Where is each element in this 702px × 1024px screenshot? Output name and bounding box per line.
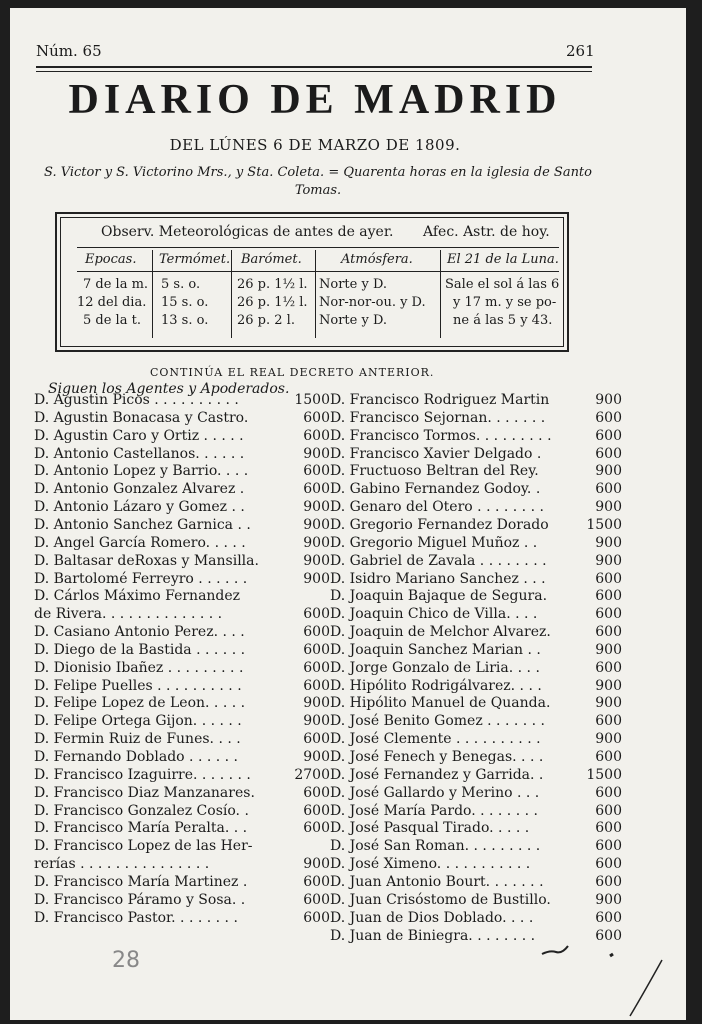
person-name: D. Francisco María Peralta. . . [34, 820, 248, 837]
amount: 600 [595, 838, 622, 855]
amount: 900 [595, 392, 622, 408]
amount: 600 [303, 427, 330, 444]
person-name: D. Juan Crisóstomo de Bustillo. [330, 891, 551, 908]
person-name: D. Felipe Lopez de Leon. . . . . [34, 695, 246, 712]
amount: 900 [303, 570, 330, 587]
amount: 600 [303, 606, 330, 623]
amount: 900 [303, 499, 330, 516]
person-name: D. Angel García Romero. . . . . [34, 534, 246, 551]
col-barometro: Barómet. [241, 252, 302, 267]
continued-heading: CONTINÚA EL REAL DECRETO ANTERIOR. [150, 366, 435, 379]
person-name: D. Jorge Gonzalo de Liria. . . . [330, 659, 540, 676]
person-name: D. José Gallardo y Merino . . . [330, 784, 540, 801]
person-name: D. Diego de la Bastida . . . . . . [34, 641, 246, 658]
term-2: 15 s. o. [161, 295, 209, 310]
person-name: D. Francisco Páramo y Sosa. . [34, 891, 246, 908]
atmos-3: Norte y D. [319, 313, 388, 328]
amount: 900 [595, 534, 622, 551]
amount: 600 [303, 659, 330, 676]
weather-left-title: Observ. Meteorológicas de antes de ayer. [101, 224, 394, 240]
issue-number: Núm. 65 [36, 42, 102, 60]
person-name: D. Fermin Ruiz de Funes. . . . [34, 731, 241, 748]
amount: 900 [595, 499, 622, 516]
person-name: D. Hipólito Manuel de Quanda. [330, 695, 551, 712]
person-name: D. Cárlos Máximo Fernandez [34, 588, 241, 605]
amount: 1500 [586, 516, 622, 533]
person-name: D. Hipólito Rodrigálvarez. . . . [330, 677, 542, 694]
agents-heading: Siguen los Agentes y Apoderados. [48, 381, 290, 397]
weather-col-sep-3 [315, 250, 316, 338]
saints-of-day: S. Victor y S. Victorino Mrs., y Sta. Coleta. = Quarenta horas en la iglesia de Santo Tomas. [44, 165, 592, 198]
person-name: D. Agustin Bonacasa y Castro. [34, 409, 249, 426]
amount: 600 [595, 802, 622, 819]
person-name: D. Antonio Sanchez Garnica . . [34, 516, 251, 533]
person-name: D. Francisco Pastor. . . . . . . . [34, 909, 238, 926]
term-1: 5 s. o. [161, 277, 201, 292]
person-name: D. Francisco Xavier Delgado . [330, 445, 542, 462]
col-termometro: Termómet. [159, 252, 231, 267]
amount: 600 [595, 588, 622, 605]
amount: 600 [303, 909, 330, 926]
astro-line-1: Sale el sol á las 6 [445, 277, 560, 292]
amount: 600 [595, 427, 622, 444]
weather-table [55, 212, 569, 352]
person-name: D. Antonio Lázaro y Gomez . . [34, 499, 245, 516]
amount: 2700 [294, 766, 330, 783]
person-name: D. Felipe Ortega Gijon. . . . . . [34, 713, 242, 730]
person-name: D. Felipe Puelles . . . . . . . . . . [34, 677, 242, 694]
amount: 600 [595, 713, 622, 730]
person-name: D. Casiano Antonio Perez. . . . [34, 624, 245, 641]
barom-3: 26 p. 2 l. [237, 313, 295, 328]
amount: 600 [595, 820, 622, 837]
amount: 600 [595, 873, 622, 890]
person-name: D. Gabino Fernandez Godoy. . [330, 481, 541, 498]
amount: 900 [595, 695, 622, 712]
amount: 900 [595, 552, 622, 569]
person-name: D. Francisco Sejornan. . . . . . . [330, 409, 546, 426]
person-name: D. José San Roman. . . . . . . . . [330, 838, 541, 855]
person-name: D. José Clemente . . . . . . . . . . [330, 731, 541, 748]
astro-line-3: ne á las 5 y 43. [453, 313, 553, 328]
person-name: D. Francisco Gonzalez Cosío. . [34, 802, 249, 819]
person-name: D. Gabriel de Zavala . . . . . . . . [330, 552, 547, 569]
ink-marks [530, 940, 680, 1020]
person-name: D. Antonio Gonzalez Alvarez . [34, 481, 245, 498]
weather-divider-1 [77, 247, 559, 248]
amount: 900 [595, 731, 622, 748]
person-name: rerías . . . . . . . . . . . . . . . [34, 856, 210, 873]
person-name: D. Francisco Tormos. . . . . . . . . [330, 427, 552, 444]
person-name: D. Antonio Castellanos. . . . . . [34, 445, 245, 462]
epoca-2: 12 del dia. [77, 295, 147, 310]
amount: 900 [595, 641, 622, 658]
masthead-title: DIARIO DE MADRID [68, 77, 562, 123]
amount: 900 [303, 552, 330, 569]
amount: 600 [303, 481, 330, 498]
person-name: de Rivera. . . . . . . . . . . . . . [34, 606, 223, 623]
amount: 1500 [294, 392, 330, 408]
amount: 600 [595, 856, 622, 873]
person-name: D. Fructuoso Beltran del Rey. [330, 463, 539, 480]
atmos-1: Norte y D. [319, 277, 388, 292]
amount: 600 [595, 570, 622, 587]
person-name: D. Fernando Doblado . . . . . . [34, 749, 239, 765]
amount: 600 [595, 927, 622, 944]
weather-right-title: Afec. Astr. de hoy. [423, 224, 550, 240]
person-name: D. José María Pardo. . . . . . . . [330, 802, 538, 819]
issue-date: DEL LÚNES 6 DE MARZO DE 1809. [169, 136, 461, 154]
person-name: D. Juan de Dios Doblado. . . . [330, 909, 534, 926]
page-number: 261 [566, 42, 595, 60]
amount: 600 [595, 481, 622, 498]
amount: 600 [595, 909, 622, 926]
person-name: D. Francisco Lopez de las Her- [34, 838, 253, 855]
amount: 600 [303, 731, 330, 748]
atmos-2: Nor-nor-ou. y D. [319, 295, 426, 310]
amount: 600 [303, 409, 330, 426]
amount: 600 [595, 409, 622, 426]
weather-col-sep-2 [231, 250, 232, 338]
col-epocas: Epocas. [85, 252, 137, 267]
person-name: D. Dionisio Ibañez . . . . . . . . . [34, 659, 244, 676]
person-name: D. Juan Antonio Bourt. . . . . . . [330, 873, 544, 890]
header-rule-bottom [36, 71, 592, 72]
amount: 900 [303, 856, 330, 873]
astro-line-2: y 17 m. y se po- [453, 295, 557, 310]
amount: 600 [303, 641, 330, 658]
col-atmosfera: Atmósfera. [341, 252, 413, 267]
amount: 600 [595, 749, 622, 765]
amount: 600 [595, 624, 622, 641]
amount: 900 [303, 534, 330, 551]
epoca-1: 7 de la m. [83, 277, 149, 292]
amount: 900 [595, 463, 622, 480]
amount: 900 [303, 516, 330, 533]
amount: 600 [595, 606, 622, 623]
person-name: D. Francisco María Martinez . [34, 873, 248, 890]
amount: 600 [595, 445, 622, 462]
amount: 900 [303, 713, 330, 730]
person-name: D. Agustin Caro y Ortiz . . . . . [34, 427, 244, 444]
person-name: D. Baltasar deRoxas y Mansilla. [34, 552, 259, 569]
amount: 900 [303, 749, 330, 765]
person-name: D. José Benito Gomez . . . . . . . [330, 713, 546, 730]
amount: 600 [303, 624, 330, 641]
amount: 600 [303, 784, 330, 801]
amount: 600 [303, 820, 330, 837]
person-name: D. Juan de Biniegra. . . . . . . . [330, 927, 536, 944]
amount: 600 [303, 802, 330, 819]
amount: 600 [595, 659, 622, 676]
person-name: D. José Fernandez y Garrida. . [330, 766, 544, 783]
amount: 900 [595, 677, 622, 694]
person-name: D. Francisco Rodriguez Martin [330, 392, 550, 408]
pencil-annotation: 28 [112, 948, 140, 973]
amount: 600 [303, 463, 330, 480]
col-luna: El 21 de la Luna. [447, 252, 559, 267]
person-name: D. Joaquin Sanchez Marian . . [330, 641, 541, 658]
amount: 600 [595, 784, 622, 801]
person-name: D. Isidro Mariano Sanchez . . . [330, 570, 546, 587]
amount: 900 [303, 445, 330, 462]
barom-1: 26 p. 1½ l. [237, 277, 308, 292]
person-name: D. Joaquin Chico de Villa. . . . [330, 606, 538, 623]
epoca-3: 5 de la t. [83, 313, 141, 328]
person-name: D. Gregorio Fernandez Dorado [330, 516, 549, 533]
weather-col-sep-1 [152, 250, 153, 338]
term-3: 13 s. o. [161, 313, 209, 328]
header-rule-top [36, 66, 592, 68]
amount: 1500 [586, 766, 622, 783]
amount: 600 [303, 891, 330, 908]
amount: 900 [303, 695, 330, 712]
person-name: D. Francisco Izaguirre. . . . . . . [34, 766, 251, 783]
person-name: D. Agustin Picos . . . . . . . . . . [34, 392, 239, 408]
person-name: D. Joaquin de Melchor Alvarez. [330, 624, 551, 641]
person-name: D. José Ximeno. . . . . . . . . . . [330, 856, 531, 873]
weather-divider-2 [77, 271, 559, 272]
weather-col-sep-4 [440, 250, 441, 338]
amount: 600 [303, 677, 330, 694]
person-name: D. Joaquin Bajaque de Segura. [330, 588, 548, 605]
amount: 900 [595, 891, 622, 908]
person-name: D. Francisco Diaz Manzanares. [34, 784, 255, 801]
person-name: D. José Pasqual Tirado. . . . . [330, 820, 530, 837]
person-name: D. Gregorio Miguel Muñoz . . [330, 534, 538, 551]
person-name: D. Bartolomé Ferreyro . . . . . . [34, 570, 248, 587]
person-name: D. Antonio Lopez y Barrio. . . . [34, 463, 249, 480]
amount: 600 [303, 873, 330, 890]
person-name: D. Genaro del Otero . . . . . . . . [330, 499, 544, 516]
barom-2: 26 p. 1½ l. [237, 295, 308, 310]
person-name: D. José Fenech y Benegas. . . . [330, 749, 544, 765]
